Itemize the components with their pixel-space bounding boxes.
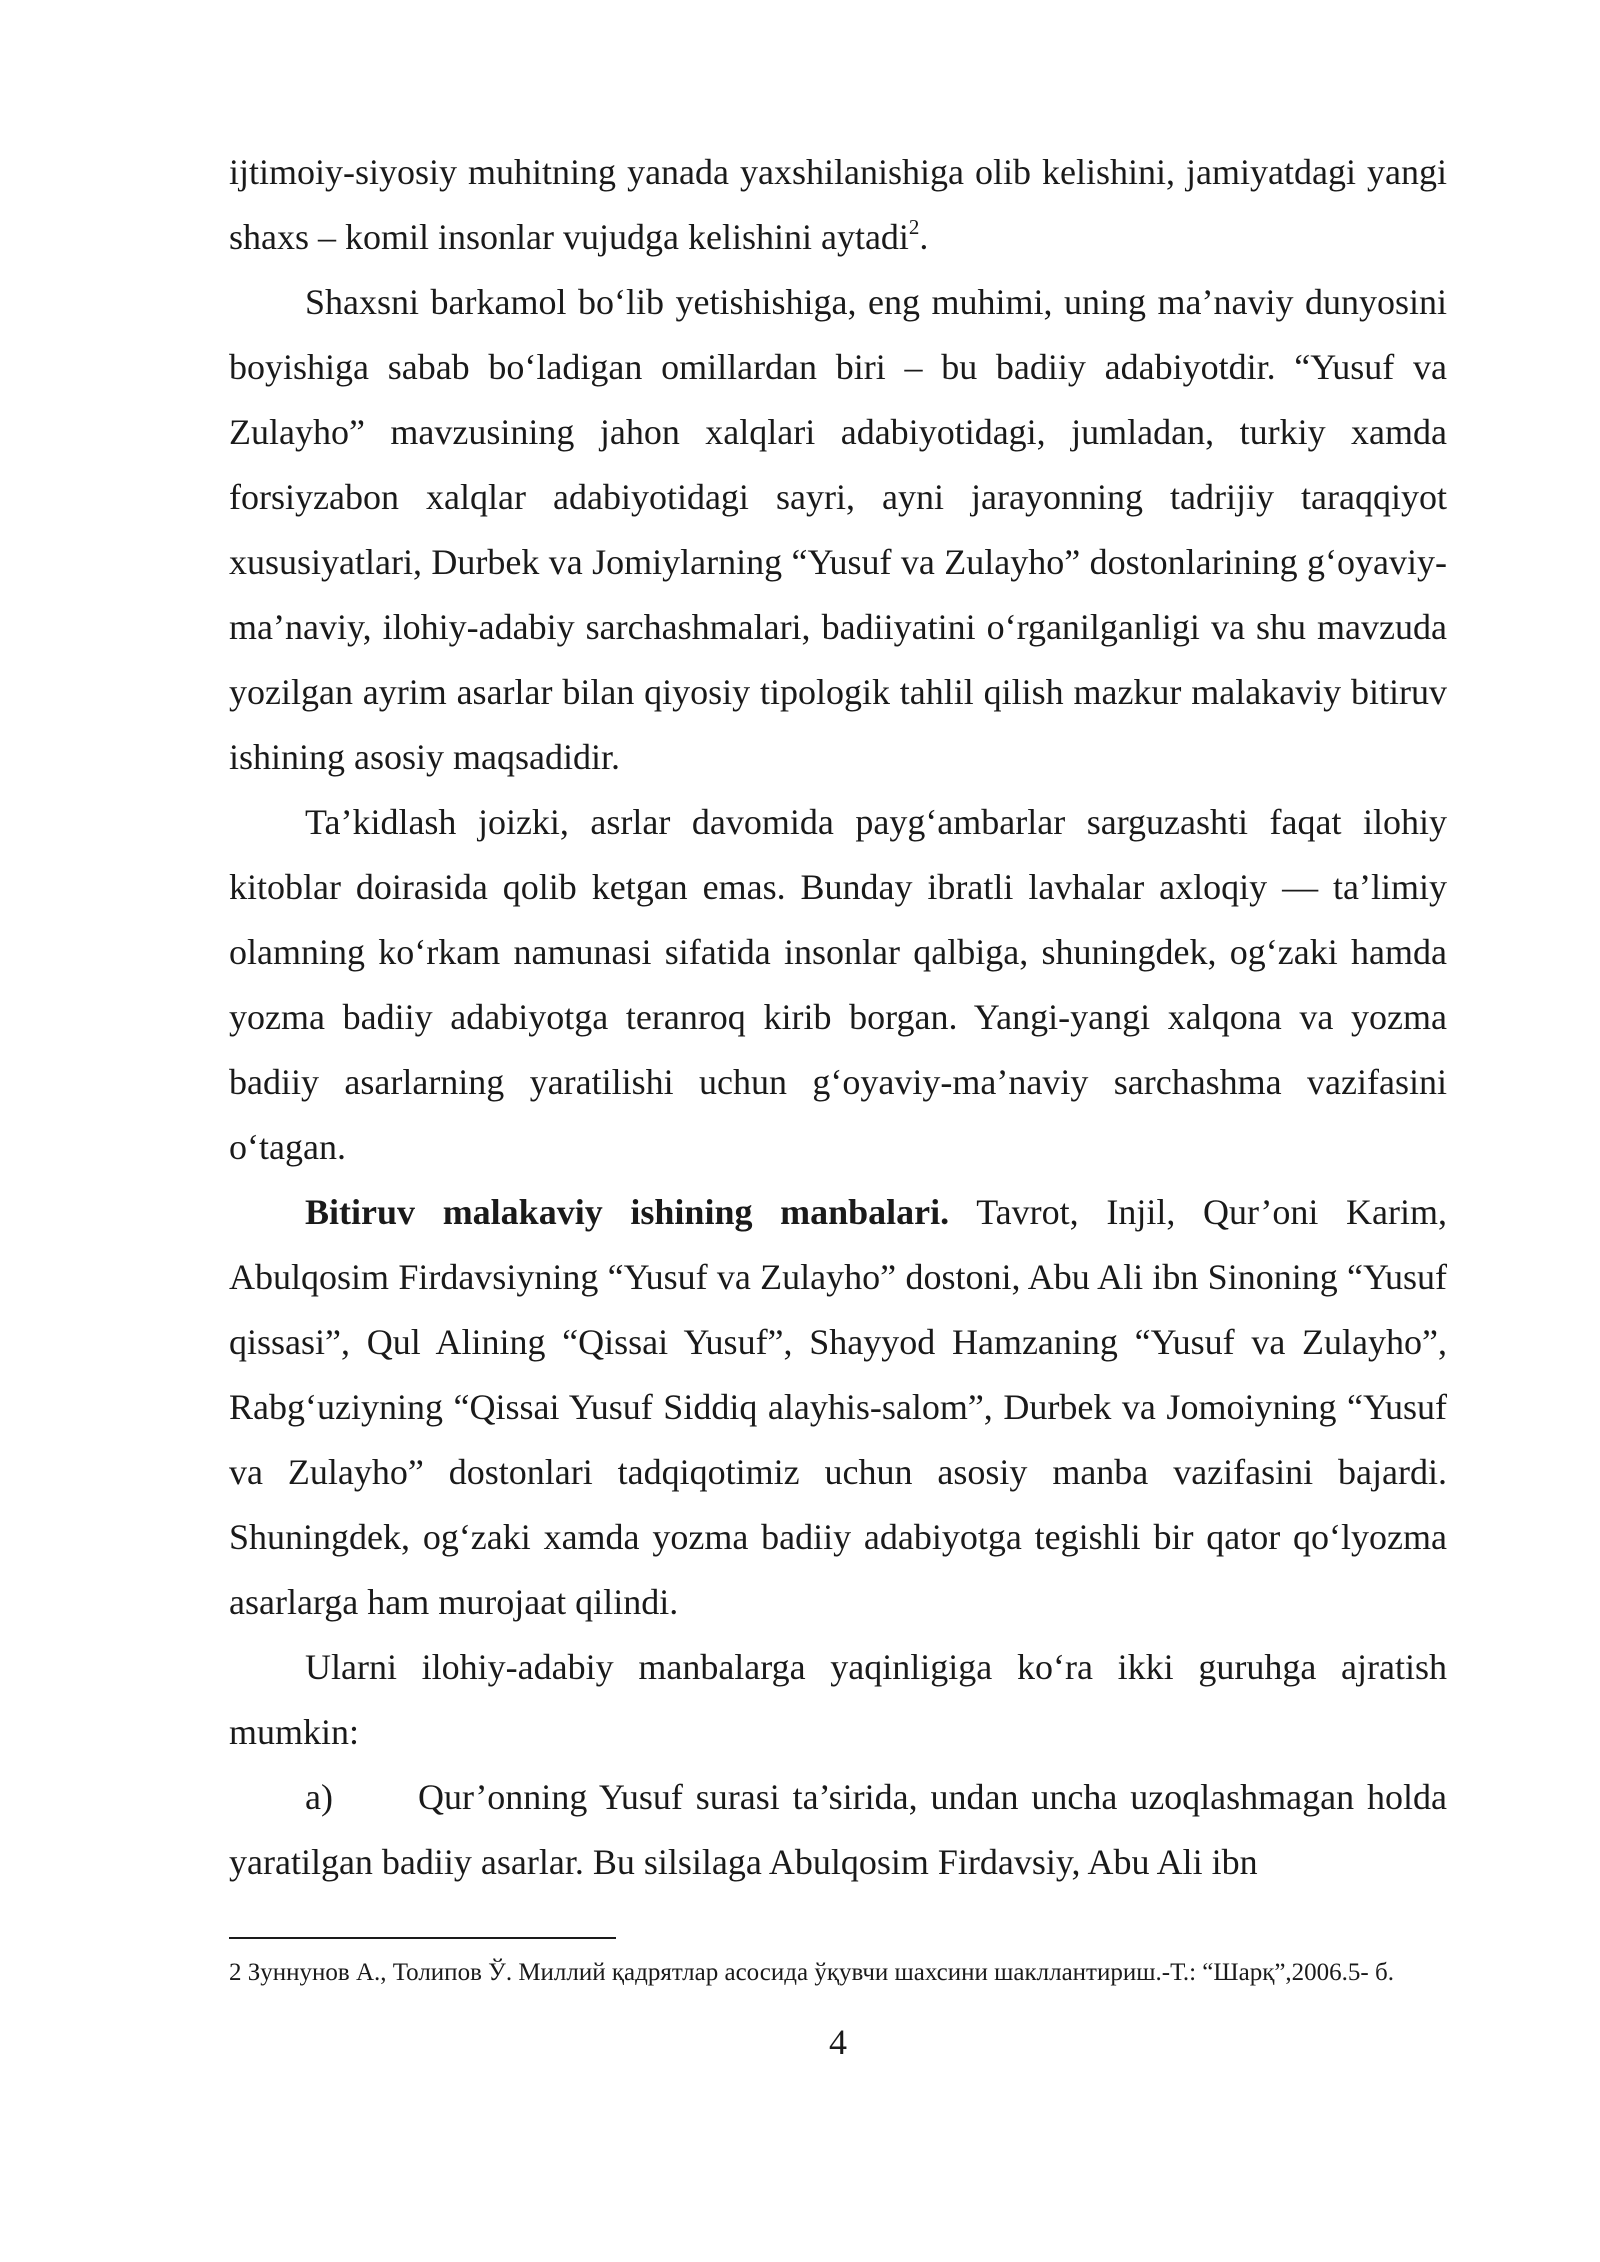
paragraph-text: Ularni ilohiy-adabiy manbalarga yaqinligiga ko‘ra ikki guruhga ajratish mumkin: — [229, 1647, 1447, 1752]
list-marker: a) — [305, 1777, 333, 1817]
paragraph-grouping — [229, 1635, 1447, 1765]
body-text — [229, 140, 1447, 1895]
list-item-text: Qur’onning Yusuf surasi ta’sirida, undan uncha uzoqlashmagan holda yaratilgan badiiy asarlar. Bu silsilaga Abulqosim Firdavsiy, Abu Ali ibn — [229, 1777, 1447, 1882]
footnote: 2 Зуннунов А., Толипов Ў. Миллий қадрятлар асосида ўқувчи шахсини шакллантириш.-Т.: “Шарқ”,2006.5- б. — [229, 1959, 1394, 1986]
paragraph-text: Shaxsni barkamol bo‘lib yetishishiga, eng muhimi, uning ma’naviy dunyosini boyishiga sabab bo‘ladigan omillardan biri – bu badiiy adabiyotdir. “Yusuf va Zulayho” mavzusining jahon xalqlari adabiyotidagi, jumladan, turkiy xamda forsiyzabon xalqlar adabiyotidagi sayri, ayni jarayonning tadrijiy taraqqiyot xususiyatlari, Durbek va Jomiylarning “Yusuf va Zulayho” dostonlarining g‘oyaviy-ma’naviy, ilohiy-adabiy sarchashmalari, badiiyatini o‘rganilganligi va shu mavzuda yozilgan ayrim asarlar bilan qiyosiy tipologik tahlil qilish mazkur malakaviy bitiruv ishining asosiy maqsadidir. — [229, 282, 1447, 777]
paragraph-text: Tavrot, Injil, Qur’oni Karim, Abulqosim Firdavsiyning “Yusuf va Zulayho” dostoni, Abu Ali ibn Sinoning “Yusuf qissasi”, Qul Alining “Qissai Yusuf”, Shayyod Hamzaning “Yusuf va Zulayho”, Rabg‘uziyning “Qissai Yusuf Siddiq alayhis-salom”, Durbek va Jomoiyning “Yusuf va Zulayho” dostonlari tadqiqotimiz uchun asosiy manba vazifasini bajardi. Shuningdek, og‘zaki xamda yozma badiiy adabiyotga tegishli bir qator qo‘lyozma asarlarga ham murojaat qilindi. — [229, 1192, 1447, 1622]
paragraph-emphasis — [229, 790, 1447, 1180]
list-item-a — [229, 1765, 1447, 1895]
paragraph-text: Ta’kidlash joizki, asrlar davomida payg‘ambarlar sarguzashti faqat ilohiy kitoblar doirasida qolib ketgan emas. Bunday ibratli lavhalar axloqiy — ta’limiy olamning ko‘rkam namunasi sifatida insonlar qalbiga, shuningdek, og‘zaki hamda yozma badiiy adabiyotga teranroq kirib borgan. Yangi-yangi xalqona va yozma badiiy asarlarning yaratilishi uchun g‘oyaviy-ma’naviy sarchashma vazifasini o‘tagan. — [229, 802, 1447, 1167]
page-number: 4 — [829, 2022, 847, 2062]
paragraph-purpose — [229, 270, 1447, 790]
section-lead-heading: Bitiruv malakaviy ishining manbalari. — [305, 1192, 950, 1232]
paragraph-sources — [229, 1180, 1447, 1635]
paragraph-tail: . — [919, 217, 929, 257]
paragraph-text: ijtimoiy-siyosiy muhitning yanada yaxshilanishiga olib kelishini, jamiyatdagi yangi shaxs – komil insonlar vujudga kelishini aytadi — [229, 152, 1447, 257]
footnote-reference[interactable]: 2 — [908, 215, 920, 239]
paragraph-continuation — [229, 140, 1447, 270]
footnote-separator — [229, 1937, 616, 1939]
